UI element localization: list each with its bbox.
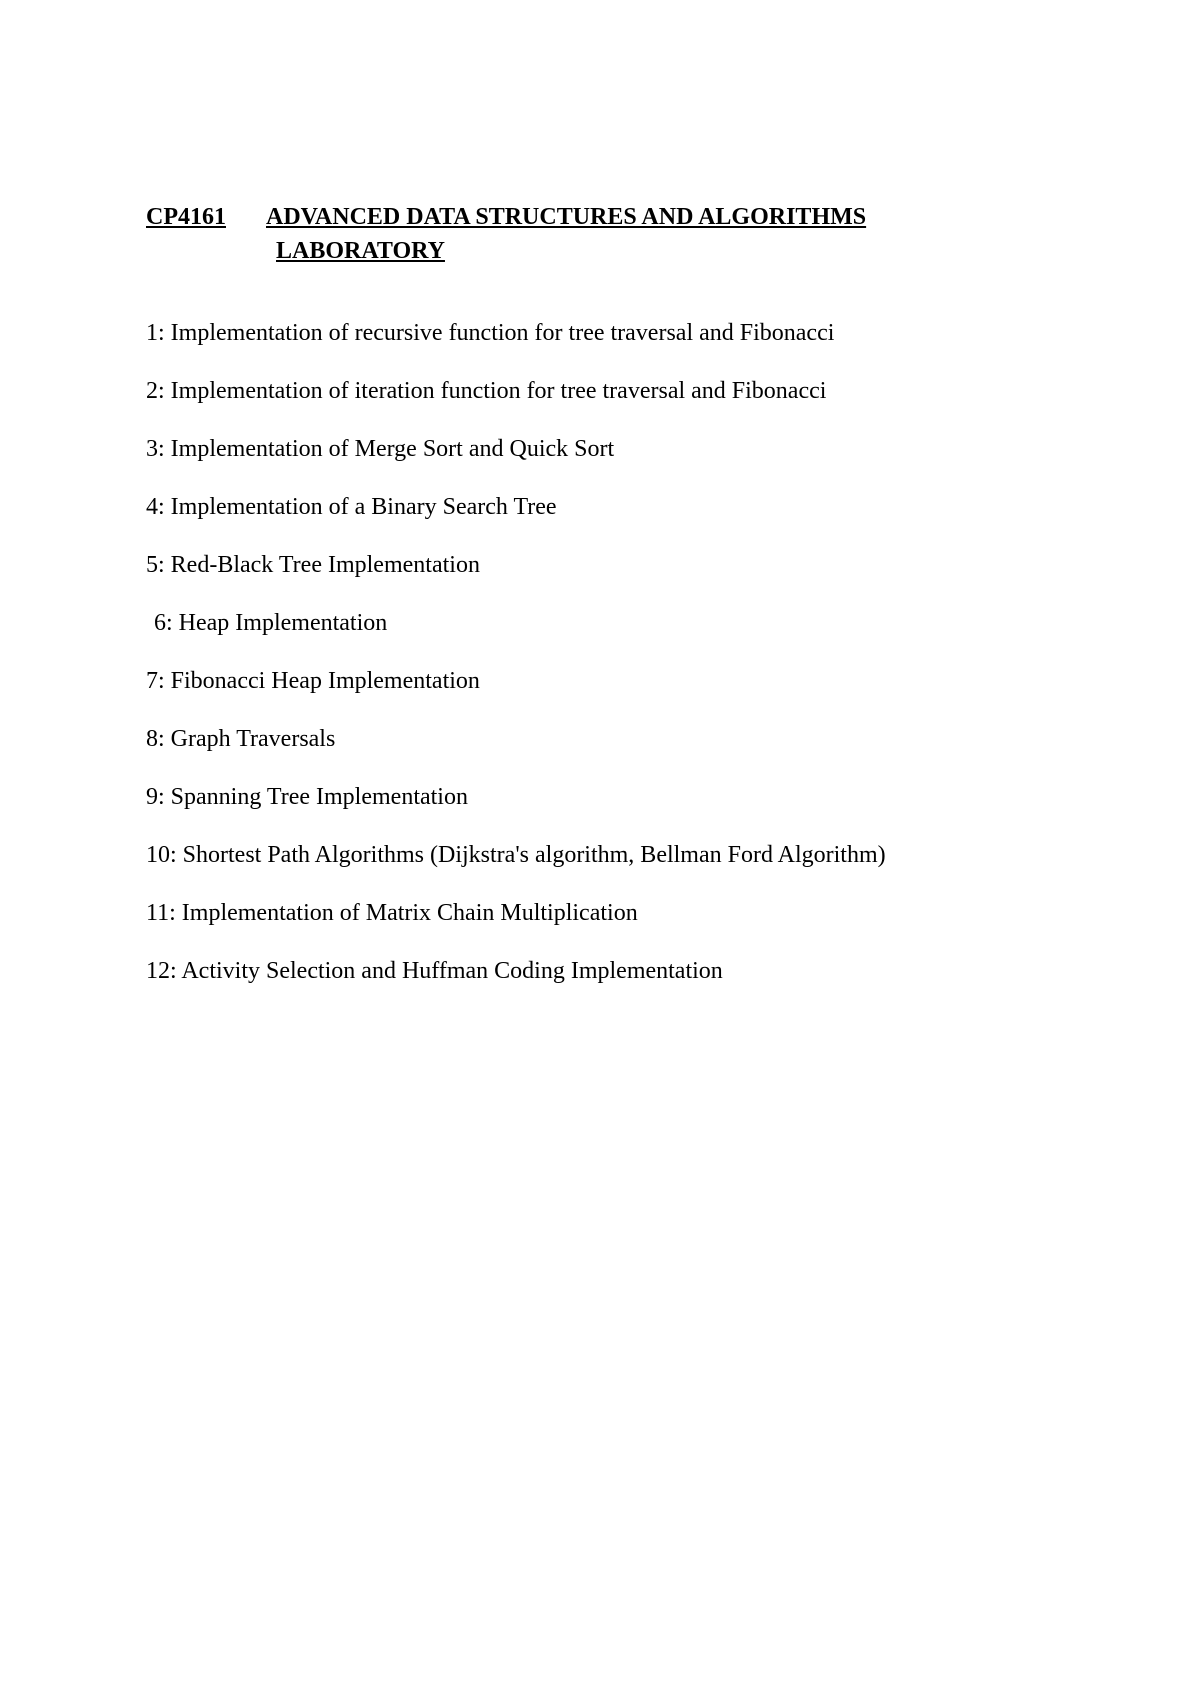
list-item: 8: Graph Traversals xyxy=(146,726,336,752)
list-item: 11: Implementation of Matrix Chain Multiplication xyxy=(146,900,638,926)
list-item: 4: Implementation of a Binary Search Tree xyxy=(146,494,557,520)
list-item: 1: Implementation of recursive function for tree traversal and Fibonacci xyxy=(146,320,835,346)
list-item: 2: Implementation of iteration function for tree traversal and Fibonacci xyxy=(146,378,827,404)
list-item: 12: Activity Selection and Huffman Coding Implementation xyxy=(146,958,723,984)
list-item: 9: Spanning Tree Implementation xyxy=(146,784,468,810)
course-title-line1: ADVANCED DATA STRUCTURES AND ALGORITHMS xyxy=(266,204,867,230)
list-item: 10: Shortest Path Algorithms (Dijkstra's algorithm, Bellman Ford Algorithm) xyxy=(146,842,886,868)
list-item: 7: Fibonacci Heap Implementation xyxy=(146,668,480,694)
experiment-list xyxy=(146,316,886,1012)
list-item: 5: Red-Black Tree Implementation xyxy=(146,552,480,578)
course-code: CP4161 xyxy=(146,204,226,230)
course-heading xyxy=(146,200,867,264)
list-item: 6: Heap Implementation xyxy=(154,610,388,636)
list-item: 3: Implementation of Merge Sort and Quick Sort xyxy=(146,436,615,462)
course-title-line2: LABORATORY xyxy=(276,238,445,264)
